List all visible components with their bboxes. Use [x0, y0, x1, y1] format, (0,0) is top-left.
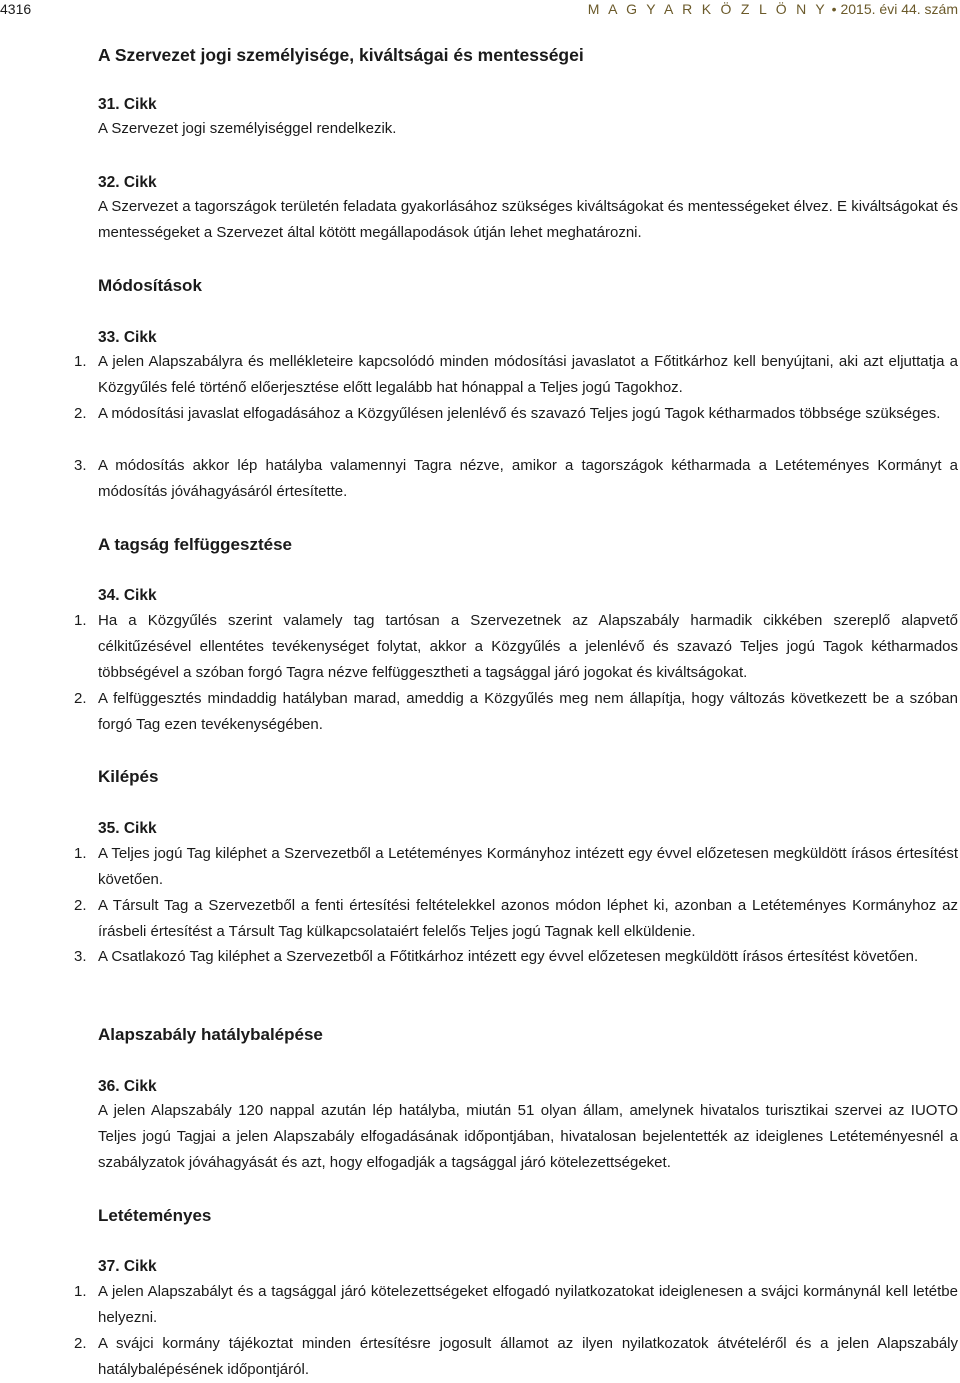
article-heading-36: 36. Cikk [98, 1078, 157, 1095]
list-item [74, 841, 958, 893]
item-text: A jelen Alapszabályt és a tagsággal járó kötelezettségeket elfogadó nyilatkozatokat ideiglenesen a svájci kormánynál kell letétbe helyezni. [98, 1283, 958, 1326]
item-text: A Csatlakozó Tag kiléphet a Szervezetből a Főtitkárhoz intézett egy évvel előzetesen megküldött írásos értesítést követően. [98, 948, 919, 965]
list-item [74, 893, 958, 945]
section-title-letetemenyes: Letéteményes [98, 1206, 212, 1225]
section-title-hatalybalepes: Alapszabály hatálybalépése [98, 1025, 323, 1044]
item-text: Ha a Közgyűlés szerint valamely tag tartósan a Szervezetnek az Alapszabály harmadik cikkében szereplő alapvető célkitűzésével ellentétes tevékenységet folytat, akkor a Közgyűlés a jelenlévő és szavazó Teljes jogú Tagok kétharmados többségével a szóban forgó Tagra nézve felfüggesztheti a tagsággal járó jogokat és kiváltságokat. [98, 612, 958, 681]
item-number: 1. [74, 353, 87, 370]
article-heading-37: 37. Cikk [98, 1258, 157, 1275]
article-text-36: A jelen Alapszabály 120 nappal azután lép hatályba, miután 51 olyan állam, amelynek hivatalos turisztikai szervei az IUOTO Teljes jogú Tagjai a jelen Alapszabály elfogadásának időpontjában, hivatalosan bejelentették az ideiglenes Letéteményesnél a szabályzatok jóváhagyását és azt, hogy elfogadják a tagsággal járó kötelezettségeket. [98, 1102, 958, 1171]
item-number: 2. [74, 1335, 87, 1352]
list-item [74, 349, 958, 401]
section-title-felfuggesztes: A tagság felfüggesztése [98, 535, 292, 554]
item-number: 2. [74, 690, 87, 707]
separator-dot: • [831, 1, 837, 17]
item-text: A Társult Tag a Szervezetből a fenti értesítési feltételekkel azonos módon léphet ki, azonban a Letéteményes Kormányhoz az írásbeli értesítést a Társult Tag külkapcsolataiért felelős Teljes jogú Tagnak kell elküldenie. [98, 897, 958, 940]
running-header [0, 0, 960, 18]
item-text: A svájci kormány tájékoztat minden értesítésre jogosult államot az ilyen nyilatkozatok átvételéről és a jelen Alapszabály hatálybalépésének időpontjáról. [98, 1335, 958, 1378]
running-title [588, 0, 958, 18]
item-text: A módosítás akkor lép hatályba valamennyi Tagra nézve, amikor a tagországok kétharmada a Letéteményes Kormányt a módosítás jóváhagyásáról értesítette. [98, 457, 958, 500]
item-number: 1. [74, 1283, 87, 1300]
article-text-31: A Szervezet jogi személyiséggel rendelkezik. [98, 120, 397, 137]
item-text: A módosítási javaslat elfogadásához a Közgyűlésen jelenlévő és szavazó Teljes jogú Tagok kétharmados többsége szükséges. [98, 405, 941, 422]
item-number: 2. [74, 897, 87, 914]
item-number: 3. [74, 948, 87, 965]
section-title-kilepes: Kilépés [98, 767, 159, 786]
article-heading-33: 33. Cikk [98, 329, 157, 346]
item-number: 1. [74, 612, 87, 629]
page-title: A Szervezet jogi személyisége, kiváltságai és mentességei [98, 45, 584, 65]
list-item [74, 1279, 958, 1331]
list-item [74, 944, 958, 970]
list-item [74, 1331, 958, 1383]
list-item [74, 453, 958, 505]
gazette-name: M A G Y A R K Ö Z L Ö N Y [587, 1, 828, 17]
item-number: 3. [74, 457, 87, 474]
list-item [74, 686, 958, 738]
list-item [74, 401, 958, 427]
article-heading-31: 31. Cikk [98, 96, 157, 113]
page-number: 4316 [0, 1, 32, 17]
item-number: 1. [74, 845, 87, 862]
item-text: A felfüggesztés mindaddig hatályban marad, ameddig a Közgyűlés meg nem állapítja, hogy változás következett be a szóban forgó Tag ezen tevékenységében. [98, 690, 958, 733]
item-text: A Teljes jogú Tag kiléphet a Szervezetből a Letéteményes Kormányhoz intézett egy évvel előzetesen megküldött írásos értesítést követően. [98, 845, 958, 888]
article-heading-34: 34. Cikk [98, 587, 157, 604]
article-heading-35: 35. Cikk [98, 820, 157, 837]
section-title-modositasok: Módosítások [98, 276, 202, 295]
issue-label: 2015. évi 44. szám [840, 1, 958, 17]
item-text: A jelen Alapszabályra és mellékleteire kapcsolódó minden módosítási javaslatot a Főtitkárhoz kell benyújtani, aki azt eljuttatja a Közgyűlés felé történő előerjesztése előtt legalább hat hónappal a Teljes jogú Tagokhoz. [98, 353, 958, 396]
item-number: 2. [74, 405, 87, 422]
article-text-32: A Szervezet a tagországok területén feladata gyakorlásához szükséges kiváltságokat és mentességeket élvez. E kiváltságokat és mentességeket a Szervezet által kötött megállapodások útján lehet meghatározni. [98, 198, 958, 241]
list-item [74, 608, 958, 686]
article-heading-32: 32. Cikk [98, 174, 157, 191]
